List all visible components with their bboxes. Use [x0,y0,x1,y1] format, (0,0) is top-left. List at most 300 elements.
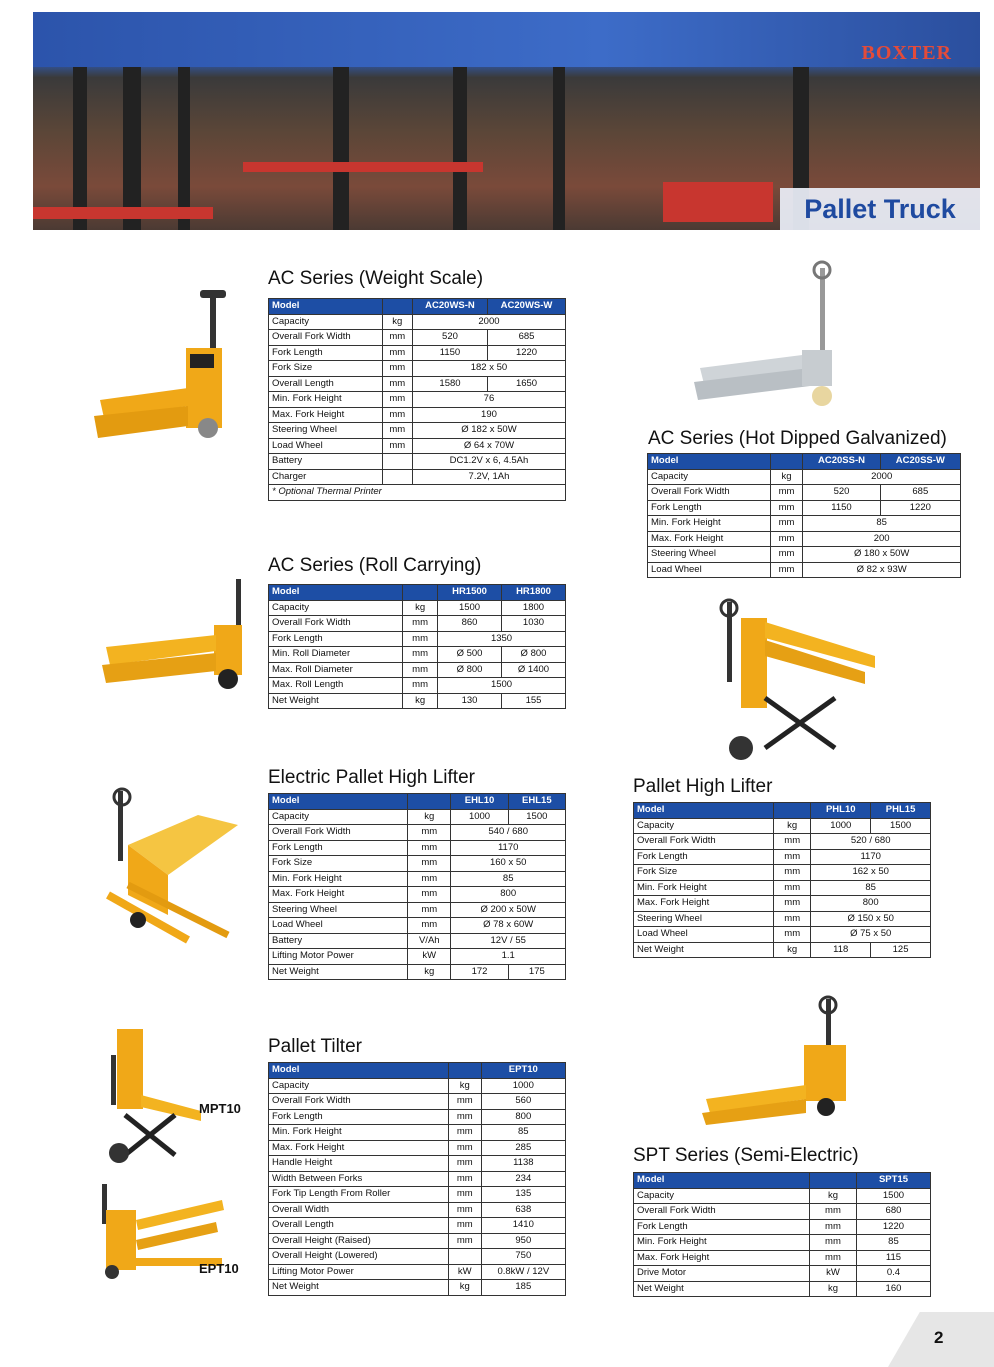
spec-label: Load Wheel [269,438,383,454]
spec-value: 1000 [811,818,871,834]
table-header-cell [408,794,451,810]
spec-unit: mm [810,1219,857,1235]
spec-value: 1030 [502,616,566,632]
spec-unit: mm [770,531,803,547]
spec-table-pallet-high-lifter [633,802,931,958]
table-row [269,933,566,949]
table-header-cell: SPT15 [856,1173,930,1189]
table-row [269,1233,566,1249]
section-title-ac-weight-scale: AC Series (Weight Scale) [268,268,484,289]
spec-value: 185 [481,1280,565,1296]
spec-label: Max. Fork Height [269,407,383,423]
spec-value: 750 [481,1249,565,1265]
table-row [634,1281,931,1297]
table-row [634,880,931,896]
spec-value: 1150 [412,345,487,361]
spec-value: 160 [856,1281,930,1297]
spec-value: 0.8kW / 12V [481,1264,565,1280]
spec-value: Ø 800 [502,647,566,663]
table-row [634,1250,931,1266]
spec-label: Overall Fork Width [269,1094,449,1110]
table-header-cell: Model [269,794,408,810]
table-header-cell [448,1063,481,1079]
spec-value: Ø 200 x 50W [451,902,566,918]
mpt10-image [95,1025,205,1165]
table-header-cell: PHL10 [811,803,871,819]
spec-label: Handle Height [269,1156,449,1172]
table-row [269,918,566,934]
spec-unit: mm [810,1204,857,1220]
table-row [269,1171,566,1187]
spec-unit: mm [448,1187,481,1203]
table-header-row [269,585,566,601]
ac-weight-scale-truck-image [90,288,250,448]
spec-unit: kg [810,1188,857,1204]
spec-unit [382,469,412,485]
table-row [634,1235,931,1251]
spec-value: Ø 180 x 50W [803,547,961,563]
spec-value: Ø 64 x 70W [412,438,565,454]
spec-value: 1220 [856,1219,930,1235]
spec-value: 1138 [481,1156,565,1172]
spec-label: Net Weight [269,964,408,980]
table-row [269,438,566,454]
spec-unit: mm [448,1202,481,1218]
spec-label: Fork Length [269,631,403,647]
table-row [634,849,931,865]
table-row [269,964,566,980]
spec-value: 638 [481,1202,565,1218]
table-row [269,887,566,903]
spec-unit: kg [403,693,438,709]
spec-value: 85 [481,1125,565,1141]
spec-value: Ø 82 x 93W [803,562,961,578]
spec-label: Steering Wheel [269,423,383,439]
spec-label: Fork Size [634,865,774,881]
table-row [269,1078,566,1094]
spec-table-spt-semi-electric [633,1172,931,1297]
table-row [634,1219,931,1235]
table-row [634,834,931,850]
spec-unit: kg [408,809,451,825]
table-row [269,1156,566,1172]
spec-label: Overall Height (Lowered) [269,1249,449,1265]
spec-value: 1170 [811,849,931,865]
spec-unit: kg [382,314,412,330]
spec-value: 1500 [438,678,566,694]
table-note-row [269,485,566,501]
table-header-cell [770,454,803,470]
table-row [269,1140,566,1156]
spec-value: 85 [811,880,931,896]
spec-value: 1500 [438,600,502,616]
spec-unit: mm [382,376,412,392]
spec-label: Steering Wheel [634,911,774,927]
spec-unit: mm [408,887,451,903]
section-title-spt-semi-electric: SPT Series (Semi-Electric) [633,1145,859,1166]
spec-value: 1.1 [451,949,566,965]
pallet-high-lifter-image [705,598,885,766]
spec-label: Max. Roll Length [269,678,403,694]
spec-table-pallet-tilter [268,1062,566,1296]
spec-unit: mm [448,1233,481,1249]
table-header-cell: AC20WS-W [488,299,566,315]
spec-label: Overall Fork Width [634,1204,810,1220]
spec-unit: mm [774,880,811,896]
spec-unit: mm [770,485,803,501]
spec-label: Battery [269,933,408,949]
spec-label: Overall Width [269,1202,449,1218]
spec-unit: kg [448,1280,481,1296]
table-row [634,896,931,912]
table-row [269,825,566,841]
spec-unit: kW [448,1264,481,1280]
spec-value: 1220 [880,500,960,516]
spec-label: Fork Size [269,361,383,377]
table-row [269,631,566,647]
spec-table-ac-weight-scale [268,298,566,501]
spec-unit: kg [408,964,451,980]
page-title: Pallet Truck [780,188,980,230]
spec-label: Load Wheel [648,562,771,578]
spec-value: 0.4 [856,1266,930,1282]
spec-unit: mm [770,547,803,563]
spec-unit: mm [382,392,412,408]
spec-label: Capacity [634,1188,810,1204]
spec-value: 285 [481,1140,565,1156]
table-row [634,942,931,958]
table-row [269,662,566,678]
spec-label: Max. Fork Height [648,531,771,547]
table-row [269,809,566,825]
banner-photo-detail [663,182,773,222]
banner-photo-detail [33,207,213,219]
table-row [269,1202,566,1218]
table-row [269,902,566,918]
section-title-pallet-tilter: Pallet Tilter [268,1036,362,1057]
banner-photo-detail [123,67,141,230]
spec-unit: mm [774,849,811,865]
table-row [269,1264,566,1280]
spec-label: Min. Fork Height [269,871,408,887]
spec-unit: mm [770,562,803,578]
spec-label: Net Weight [269,693,403,709]
table-row [634,911,931,927]
spec-value: 1170 [451,840,566,856]
spec-value: 234 [481,1171,565,1187]
spec-label: Min. Fork Height [634,1235,810,1251]
spec-label: Capacity [269,809,408,825]
spec-value: 182 x 50 [412,361,565,377]
table-header-row [269,1063,566,1079]
spec-value: 1150 [803,500,880,516]
spec-label: Lifting Motor Power [269,1264,449,1280]
table-row [634,1266,931,1282]
spec-value: 1800 [502,600,566,616]
spec-value: 1220 [488,345,566,361]
table-row [634,1204,931,1220]
spec-value: 135 [481,1187,565,1203]
spec-unit: mm [774,896,811,912]
table-row [634,865,931,881]
spec-value: 118 [811,942,871,958]
section-title-ac-galvanized: AC Series (Hot Dipped Galvanized) [648,428,947,449]
spec-table-electric-high-lifter [268,793,566,980]
spec-value: 540 / 680 [451,825,566,841]
table-row [269,423,566,439]
spec-label: Charger [269,469,383,485]
table-row [269,678,566,694]
spec-unit: mm [403,678,438,694]
table-row [648,516,961,532]
table-row [269,392,566,408]
spec-unit: mm [774,927,811,943]
spec-label: Battery [269,454,383,470]
table-header-cell [382,299,412,315]
spec-unit: kg [448,1078,481,1094]
spec-unit: kg [770,469,803,485]
table-row [269,1280,566,1296]
spec-unit [382,454,412,470]
spec-unit: mm [810,1250,857,1266]
spec-value: 155 [502,693,566,709]
table-header-cell: Model [269,1063,449,1079]
section-title-electric-high-lifter: Electric Pallet High Lifter [268,767,475,788]
spec-unit: mm [408,918,451,934]
table-row [269,454,566,470]
spec-unit [448,1249,481,1265]
spec-value: Ø 78 x 60W [451,918,566,934]
spec-unit: mm [448,1140,481,1156]
spec-unit: mm [382,330,412,346]
spec-unit: mm [408,902,451,918]
banner-top-band [33,12,980,67]
spec-value: 175 [508,964,565,980]
spec-unit: mm [448,1218,481,1234]
spec-value: 860 [438,616,502,632]
section-title-roll-carrying: AC Series (Roll Carrying) [268,555,482,576]
spec-value: 560 [481,1094,565,1110]
banner-photo-detail [73,67,87,230]
spec-label: Min. Fork Height [648,516,771,532]
spec-unit: mm [448,1125,481,1141]
spec-value: 680 [856,1204,930,1220]
spec-label: Steering Wheel [269,902,408,918]
spec-unit: kW [408,949,451,965]
table-header-cell: EPT10 [481,1063,565,1079]
spec-value: 1000 [481,1078,565,1094]
spec-label: Capacity [634,818,774,834]
spec-label: Fork Size [269,856,408,872]
table-row [648,547,961,563]
table-row [269,856,566,872]
spec-value: 7.2V, 1Ah [412,469,565,485]
spec-unit: mm [810,1235,857,1251]
table-row [269,345,566,361]
spec-label: Fork Length [634,1219,810,1235]
table-header-cell: Model [648,454,771,470]
spec-unit: kg [774,942,811,958]
spec-label: Net Weight [634,942,774,958]
spec-value: 1500 [871,818,931,834]
spec-unit: mm [774,834,811,850]
table-row [269,1187,566,1203]
spec-unit: mm [448,1171,481,1187]
spec-label: Min. Fork Height [269,1125,449,1141]
banner-photo-detail [333,67,349,230]
table-header-cell: HR1800 [502,585,566,601]
spec-value: 1000 [451,809,508,825]
spec-label: Fork Length [269,1109,449,1125]
spec-value: 520 / 680 [811,834,931,850]
spec-unit: mm [774,911,811,927]
spec-value: Ø 1400 [502,662,566,678]
spec-value: Ø 800 [438,662,502,678]
banner-photo-detail [243,162,483,172]
spec-value: 2000 [803,469,961,485]
spec-table-ac-galvanized [647,453,961,578]
roll-carrying-truck-image [100,575,250,695]
spec-unit: mm [408,840,451,856]
spec-value: 85 [856,1235,930,1251]
spec-unit: mm [382,345,412,361]
spec-unit: mm [448,1156,481,1172]
spec-label: Max. Fork Height [634,1250,810,1266]
spec-unit: mm [408,856,451,872]
spec-label: Load Wheel [269,918,408,934]
table-header-cell [774,803,811,819]
spec-value: 1650 [488,376,566,392]
spec-unit: mm [408,825,451,841]
header-banner [33,12,980,230]
section-title-pallet-high-lifter: Pallet High Lifter [633,776,773,797]
spec-value: 160 x 50 [451,856,566,872]
table-row [648,469,961,485]
table-row [269,616,566,632]
spec-label: Min. Roll Diameter [269,647,403,663]
spec-unit: mm [403,631,438,647]
spec-unit: mm [408,871,451,887]
spec-value: 2000 [412,314,565,330]
banner-photo-detail [178,67,190,230]
spt-semi-electric-image [700,995,870,1125]
spec-label: Overall Length [269,376,383,392]
table-row [648,500,961,516]
spec-label: Fork Length [269,840,408,856]
spec-label: Capacity [269,600,403,616]
spec-value: 520 [803,485,880,501]
table-header-cell [403,585,438,601]
table-header-cell: AC20SS-N [803,454,880,470]
table-row [269,871,566,887]
spec-unit: kg [774,818,811,834]
spec-value: 1580 [412,376,487,392]
table-row [269,840,566,856]
table-row [269,361,566,377]
table-header-cell [810,1173,857,1189]
spec-label: Overall Fork Width [634,834,774,850]
table-header-row [648,454,961,470]
spec-label: Fork Length [634,849,774,865]
spec-value: 162 x 50 [811,865,931,881]
table-header-row [269,794,566,810]
spec-unit: mm [770,516,803,532]
table-header-cell: Model [634,803,774,819]
spec-unit: mm [770,500,803,516]
spec-unit: mm [448,1109,481,1125]
spec-unit: mm [403,616,438,632]
spec-label: Capacity [269,1078,449,1094]
spec-value: 685 [488,330,566,346]
table-row [269,647,566,663]
spec-unit: mm [774,865,811,881]
spec-value: 115 [856,1250,930,1266]
spec-unit: mm [382,438,412,454]
spec-value: 800 [451,887,566,903]
table-header-row [269,299,566,315]
spec-value: 200 [803,531,961,547]
spec-value: 1350 [438,631,566,647]
spec-label: Max. Fork Height [269,1140,449,1156]
table-row [269,330,566,346]
spec-label: Overall Fork Width [269,616,403,632]
ac-galvanized-truck-image [690,258,860,418]
spec-unit: mm [403,647,438,663]
spec-label: Net Weight [269,1280,449,1296]
spec-unit: V/Ah [408,933,451,949]
table-row [634,927,931,943]
spec-value: 85 [451,871,566,887]
spec-value: 800 [811,896,931,912]
table-header-cell: Model [269,585,403,601]
spec-label: Lifting Motor Power [269,949,408,965]
spec-label: Min. Fork Height [634,880,774,896]
spec-unit: mm [448,1094,481,1110]
spec-unit: mm [382,407,412,423]
mpt10-label: MPT10 [199,1101,241,1116]
table-row [269,469,566,485]
spec-label: Fork Length [269,345,383,361]
spec-label: Max. Fork Height [269,887,408,903]
spec-label: Capacity [648,469,771,485]
table-header-cell: Model [634,1173,810,1189]
spec-label: Load Wheel [634,927,774,943]
table-header-cell: PHL15 [871,803,931,819]
table-row [269,1125,566,1141]
ept10-label: EPT10 [199,1261,239,1276]
table-row [269,600,566,616]
spec-label: Overall Fork Width [648,485,771,501]
table-row [269,376,566,392]
table-row [269,1109,566,1125]
spec-label: Max. Fork Height [634,896,774,912]
spec-value: 1410 [481,1218,565,1234]
spec-value: 125 [871,942,931,958]
spec-label: Width Between Forks [269,1171,449,1187]
table-row [648,531,961,547]
spec-label: Overall Fork Width [269,825,408,841]
spec-value: 800 [481,1109,565,1125]
table-row [269,1249,566,1265]
table-row [648,485,961,501]
table-header-row [634,1173,931,1189]
spec-table-roll-carrying [268,584,566,709]
table-header-cell: AC20SS-W [880,454,960,470]
spec-value: 1500 [856,1188,930,1204]
spec-value: Ø 150 x 50 [811,911,931,927]
table-header-cell: AC20WS-N [412,299,487,315]
table-row [269,693,566,709]
